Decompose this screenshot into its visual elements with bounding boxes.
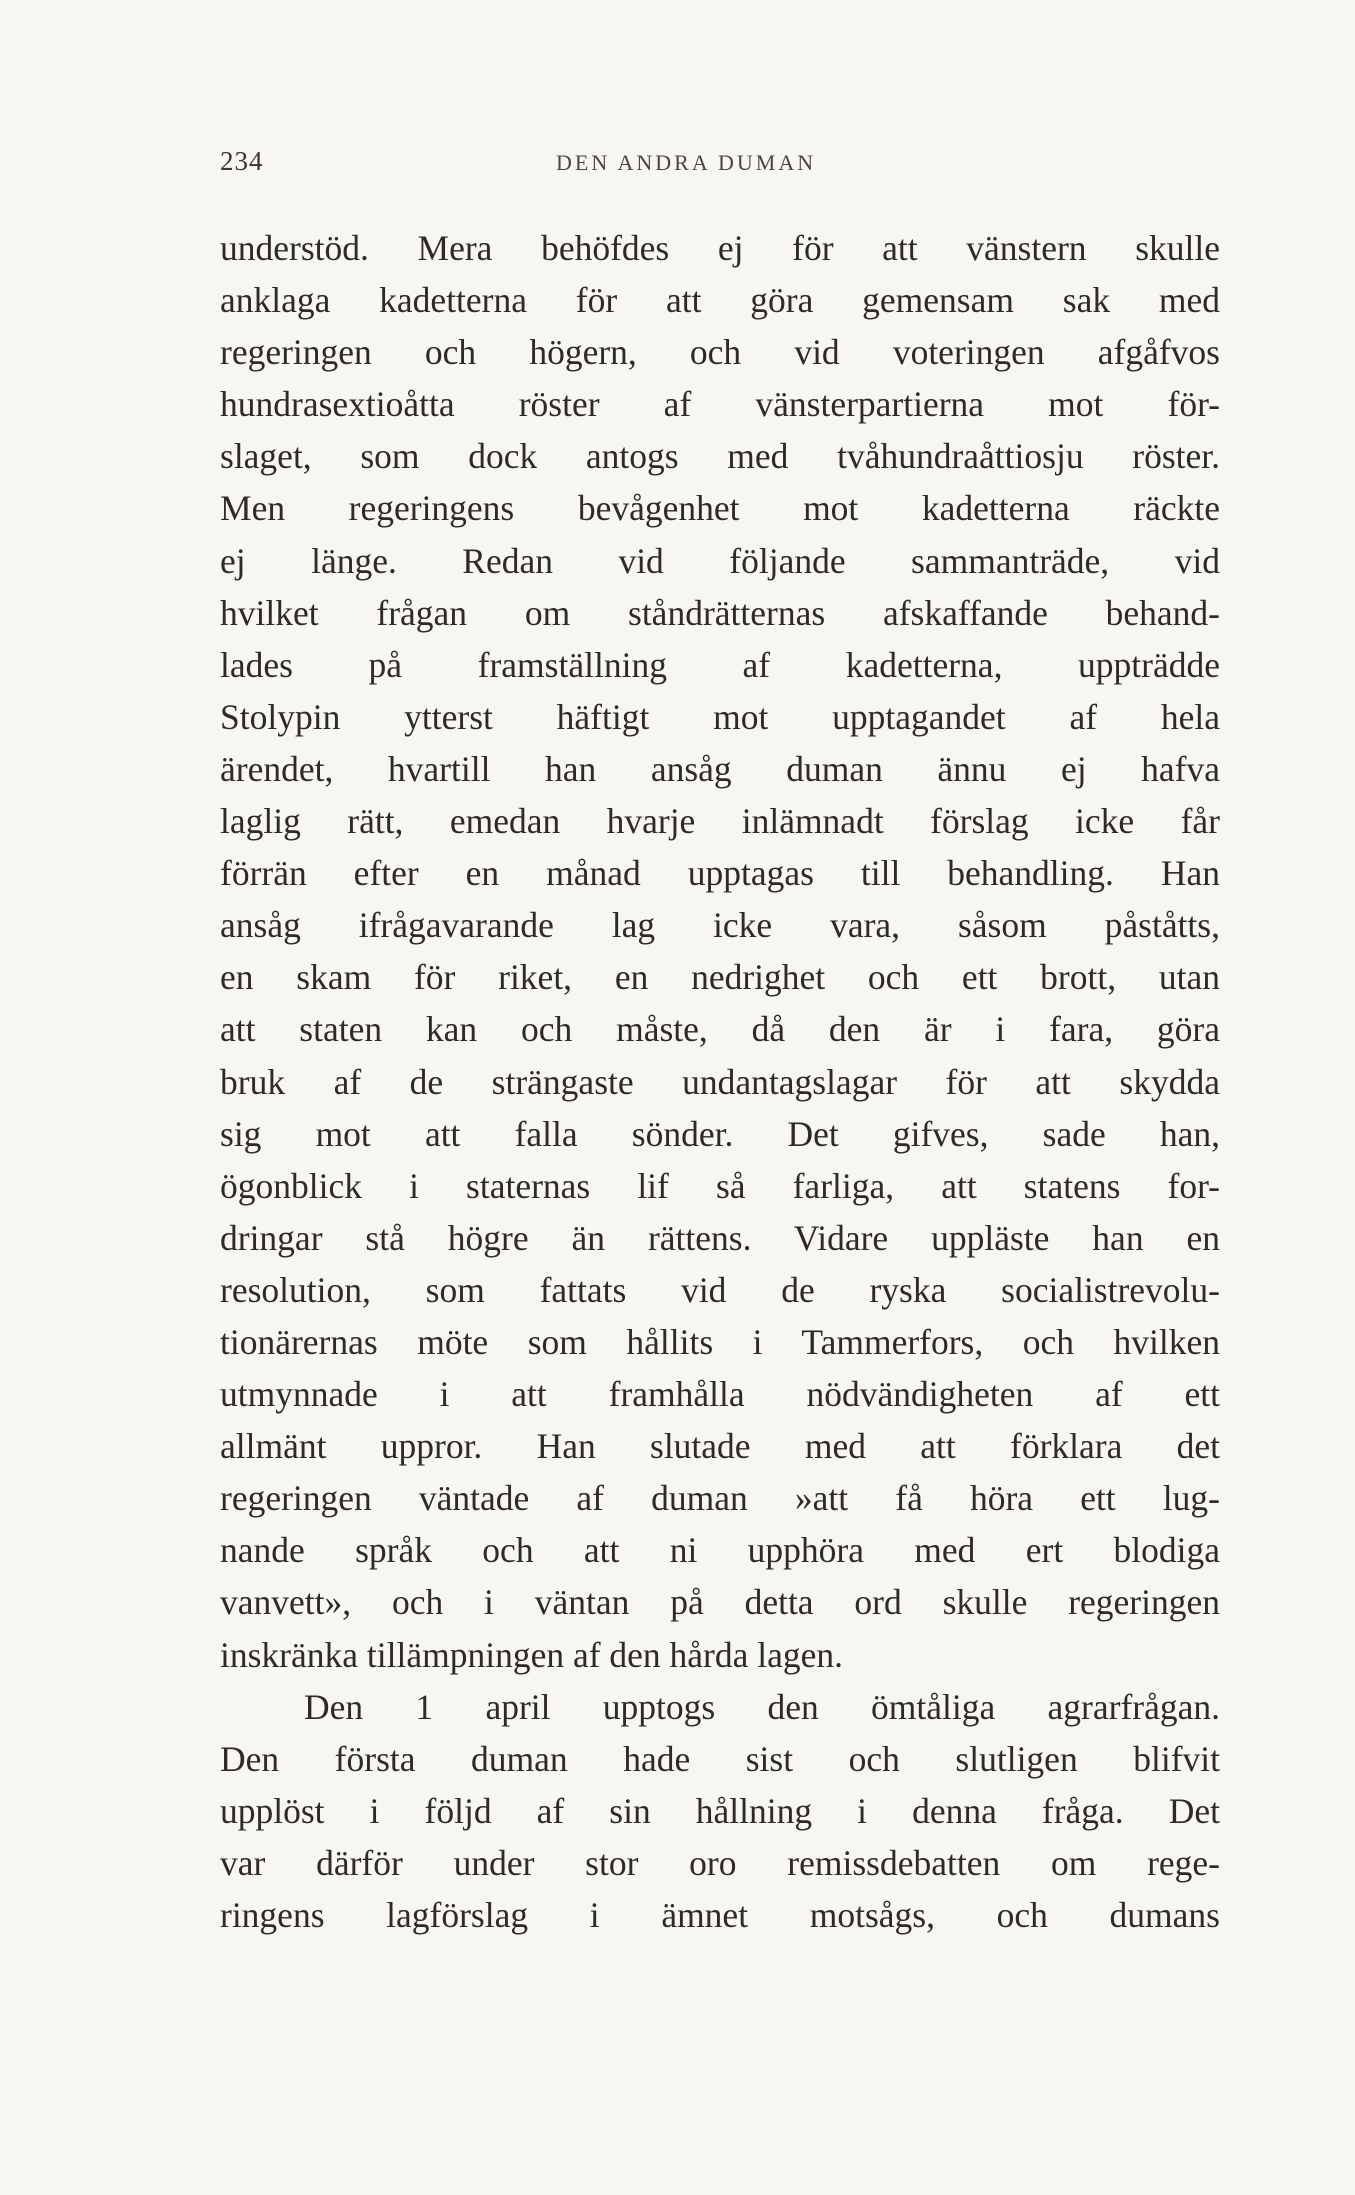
text-line: ej länge. Redan vid följande sammanträde, vid bbox=[220, 540, 1220, 581]
text-line: Men regeringens bevågenhet mot kadetterna räckte bbox=[220, 488, 1220, 529]
text-line: nande språk och att ni upphöra med ert blodiga bbox=[220, 1530, 1220, 1571]
text-line: Stolypin ytterst häftigt mot upptagandet af hela bbox=[220, 696, 1220, 737]
page-number: 234 bbox=[220, 146, 264, 176]
text-line: utmynnade i att framhålla nödvändigheten af ett bbox=[220, 1374, 1220, 1415]
text-line: inskränka tillämpningen af den hårda lagen. bbox=[220, 1634, 844, 1675]
body-text bbox=[220, 222, 1220, 1941]
text-line: slaget, som dock antogs med tvåhundraåttiosju röster. bbox=[220, 436, 1220, 477]
text-line: tionärernas möte som hållits i Tammerfors, och hvilken bbox=[220, 1321, 1220, 1362]
text-line: ögonblick i staternas lif så farliga, att statens for- bbox=[220, 1165, 1220, 1206]
text-line: anklaga kadetterna för att göra gemensam sak med bbox=[220, 280, 1220, 321]
text-line: lades på framställning af kadetterna, uppträdde bbox=[220, 644, 1220, 685]
text-line: Den 1 april upptogs den ömtåliga agrarfrågan. bbox=[304, 1686, 1220, 1727]
text-line: laglig rätt, emedan hvarje inlämnadt förslag icke får bbox=[220, 801, 1220, 842]
text-line: understöd. Mera behöfdes ej för att vänstern skulle bbox=[220, 228, 1220, 268]
text-line: vanvett», och i väntan på detta ord skulle regeringen bbox=[220, 1582, 1220, 1623]
text-line: regeringen och högern, och vid voteringen afgåfvos bbox=[220, 332, 1220, 373]
text-line: hvilket frågan om ståndrätternas afskaffande behand- bbox=[220, 592, 1220, 633]
text-line: en skam för riket, en nedrighet och ett brott, utan bbox=[220, 957, 1220, 998]
text-line: var därför under stor oro remissdebatten om rege- bbox=[220, 1842, 1220, 1883]
text-line: ansåg ifrågavarande lag icke vara, såsom påståtts, bbox=[220, 905, 1220, 946]
text-line: bruk af de strängaste undantagslagar för att skydda bbox=[220, 1061, 1220, 1102]
text-line: upplöst i följd af sin hållning i denna fråga. Det bbox=[220, 1790, 1220, 1831]
text-line: förrän efter en månad upptagas till behandling. Han bbox=[220, 853, 1220, 894]
text-line: hundrasextioåtta röster af vänsterpartierna mot för- bbox=[220, 384, 1220, 425]
text-line: allmänt uppror. Han slutade med att förklara det bbox=[220, 1426, 1220, 1467]
text-line: dringar stå högre än rättens. Vidare uppläste han en bbox=[220, 1217, 1220, 1258]
text-line: regeringen väntade af duman »att få höra ett lug- bbox=[220, 1478, 1220, 1519]
running-title: DEN ANDRA DUMAN bbox=[556, 150, 817, 175]
text-line: ärendet, hvartill han ansåg duman ännu ej hafva bbox=[220, 748, 1220, 789]
text-line: ringens lagförslag i ämnet motsågs, och dumans bbox=[220, 1895, 1220, 1935]
page-header bbox=[220, 146, 1220, 186]
text-line: resolution, som fattats vid de ryska socialistrevolu- bbox=[220, 1269, 1220, 1310]
text-line: att staten kan och måste, då den är i fara, göra bbox=[220, 1009, 1220, 1050]
text-line: sig mot att falla sönder. Det gifves, sade han, bbox=[220, 1113, 1220, 1154]
text-line: Den första duman hade sist och slutligen blifvit bbox=[220, 1738, 1220, 1779]
